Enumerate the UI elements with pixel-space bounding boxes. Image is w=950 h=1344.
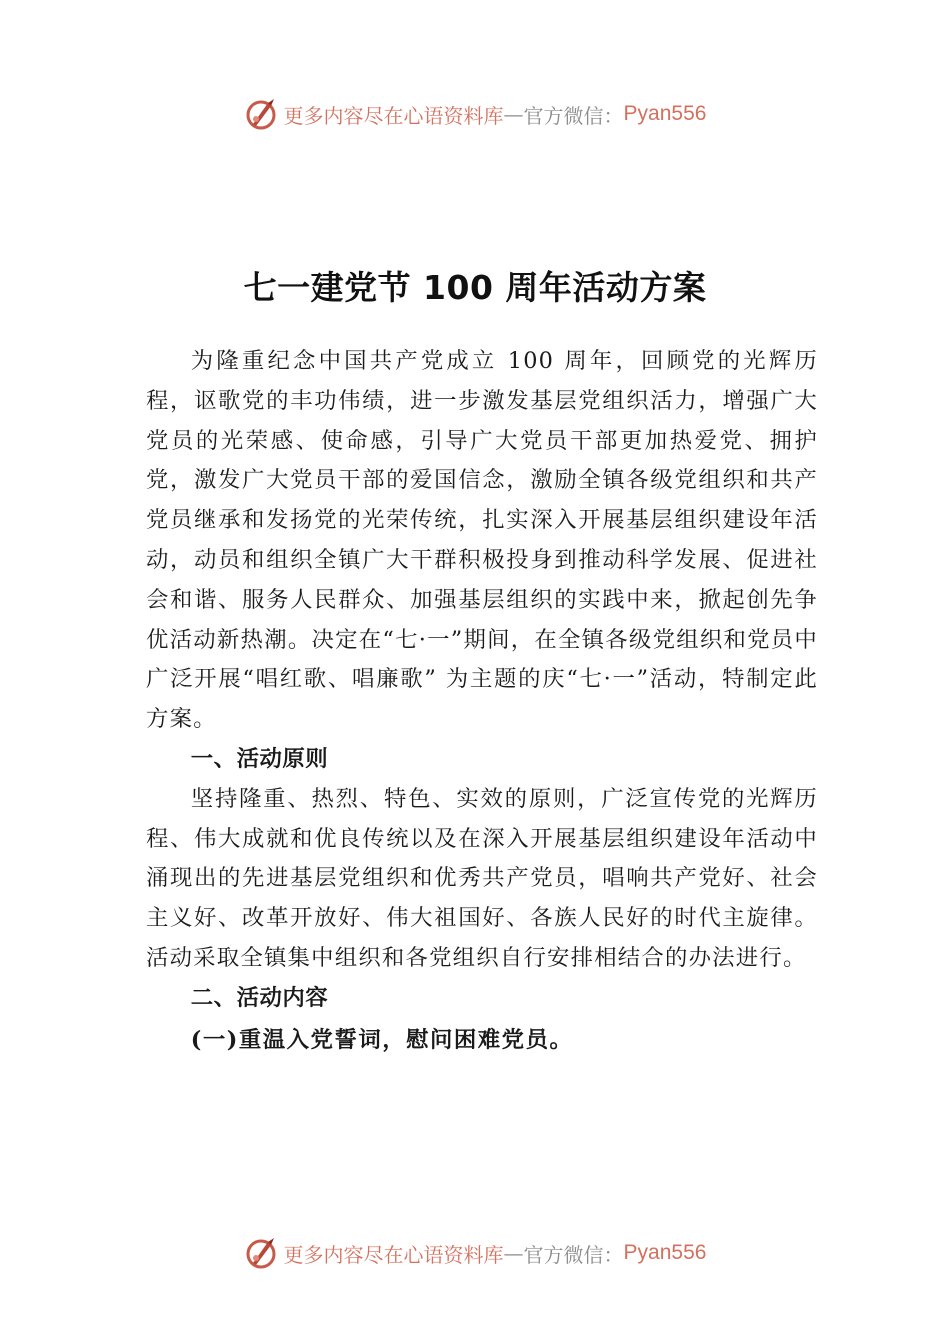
section-heading-content: 二、活动内容	[190, 984, 329, 1011]
principles-paragraph: 坚持隆重、热烈、特色、实效的原则，广泛宣传党的光辉历程、伟大成就和优良传统以及在深入开展基层组织建设年活动中涌现出的先进基层党组织和优秀共产党员，唱响共产党好、社会主义好、改革开放好、伟大祖国好、各族人民好的时代主旋律。活动采取全镇集中组织和各党组织自行安排相结合的办法进行。	[146, 785, 818, 971]
watermark-sub-text: 官方微信：	[523, 1242, 624, 1267]
document-title: 七一建党节 100 周年活动方案	[243, 268, 707, 307]
quill-pen-circle-icon	[244, 97, 278, 131]
section-heading-principles: 一、活动原则	[190, 745, 329, 772]
watermark-header	[0, 94, 950, 134]
watermark-dash: —	[503, 102, 524, 126]
watermark-footer	[0, 1233, 950, 1273]
watermark-main-text: 更多内容尽在心语资料库	[283, 1242, 504, 1267]
watermark-id: Pyan556	[623, 1241, 707, 1264]
document-body	[146, 342, 818, 1060]
quill-pen-circle-icon	[244, 1236, 278, 1270]
watermark-dash: —	[503, 1241, 524, 1265]
watermark-sub-text: 官方微信：	[523, 103, 624, 128]
watermark-id: Pyan556	[623, 102, 707, 125]
intro-paragraph: 为隆重纪念中国共产党成立 100 周年，回顾党的光辉历程，讴歌党的丰功伟绩，进一步激发基层党组织活力，增强广大党员的光荣感、使命感，引导广大党员干部更加热爱党、拥护党，激发广大党员干部的爱国信念，激励全镇各级党组织和共产党员继承和发扬党的光荣传统，扎实深入开展基层组织建设年活动，动员和组织全镇广大干群积极投身到推动科学发展、促进社会和谐、服务人民群众、加强基层组织的实践中来，掀起创先争优活动新热潮。决定在“七·一”期间，在全镇各级党组织和党员中广泛开展“唱红歌、唱廉歌” 为主题的庆“七·一”活动，特制定此方案。	[146, 348, 818, 733]
subsection-heading-oath: (一)重温入党誓词，慰问困难党员。	[190, 1026, 574, 1053]
watermark-main-text: 更多内容尽在心语资料库	[283, 103, 504, 128]
